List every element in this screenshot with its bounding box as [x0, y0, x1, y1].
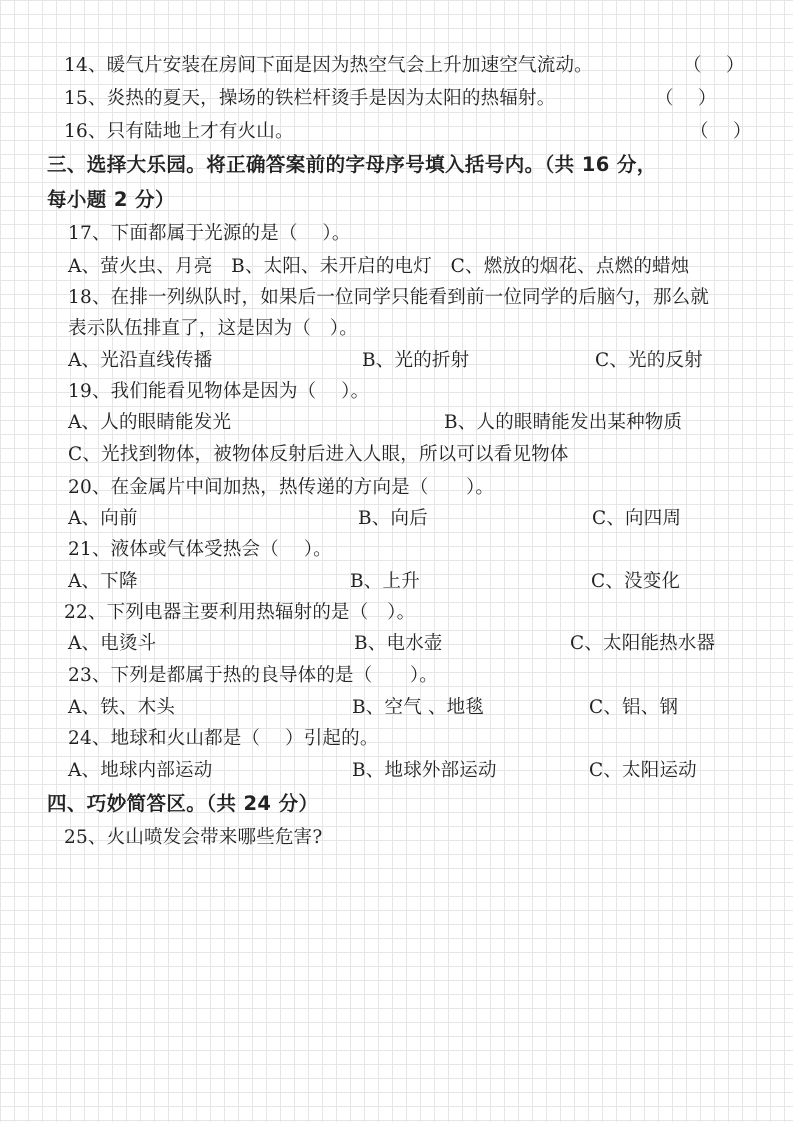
- question-22: 22、下列电器主要利用热辐射的是（ ）。: [64, 602, 416, 623]
- question-18-cont: 表示队伍排直了，这是因为（ ）。: [68, 318, 358, 339]
- question-14: 14、暖气片安装在房间下面是因为热空气会上升加速空气流动。: [64, 55, 593, 76]
- answer-paren-15[interactable]: （ ）: [655, 88, 717, 109]
- question-17-options: A、萤火虫、月亮 B、太阳、未开启的电灯 C、燃放的烟花、点燃的蜡烛: [68, 256, 690, 277]
- question-15: 15、炎热的夏天，操场的铁栏杆烫手是因为太阳的热辐射。: [64, 88, 556, 109]
- question-20: 20、在金属片中间加热，热传递的方向是（ ）。: [68, 477, 495, 498]
- question-19-option-b: B、人的眼睛能发出某种物质: [444, 412, 683, 433]
- question-21: 21、液体或气体受热会（ ）。: [68, 539, 332, 560]
- question-23: 23、下列是都属于热的良导体的是（ ）。: [68, 665, 438, 686]
- question-21-option-b: B、上升: [350, 571, 420, 592]
- question-22-option-b: B、电水壶: [354, 633, 443, 654]
- question-19-option-c: C、光找到物体，被物体反射后进入人眼，所以可以看见物体: [68, 444, 569, 465]
- question-20-option-b: B、向后: [358, 508, 428, 529]
- question-22-option-a: A、电烫斗: [68, 633, 157, 654]
- question-23-option-c: C、铝、钢: [589, 697, 679, 718]
- question-22-option-c: C、太阳能热水器: [570, 633, 716, 654]
- answer-area-25[interactable]: [47, 862, 747, 1102]
- question-21-option-c: C、没变化: [591, 571, 681, 592]
- section-4-title: 四、巧妙简答区。（共 24 分）: [47, 792, 319, 815]
- question-23-option-a: A、铁、木头: [68, 697, 176, 718]
- answer-paren-16[interactable]: （ ）: [690, 121, 752, 142]
- question-18-option-c: C、光的反射: [595, 350, 703, 371]
- question-20-option-a: A、向前: [68, 508, 138, 529]
- section-3-title-cont: 每小题 2 分）: [47, 188, 175, 211]
- question-25: 25、火山喷发会带来哪些危害?: [64, 827, 323, 848]
- question-16: 16、只有陆地上才有火山。: [64, 121, 294, 142]
- question-19-option-a: A、人的眼睛能发光: [68, 412, 232, 433]
- question-18-option-b: B、光的折射: [362, 350, 470, 371]
- question-21-option-a: A、下降: [68, 571, 138, 592]
- question-24-option-a: A、地球内部运动: [68, 760, 213, 781]
- answer-paren-14[interactable]: （ ）: [683, 55, 745, 76]
- question-20-option-c: C、向四周: [592, 508, 682, 529]
- question-24-option-b: B、地球外部运动: [352, 760, 497, 781]
- question-17: 17、下面都属于光源的是（ ）。: [68, 223, 351, 244]
- question-19: 19、我们能看见物体是因为（ ）。: [68, 381, 370, 402]
- question-24-option-c: C、太阳运动: [589, 760, 697, 781]
- question-18-option-a: A、光沿直线传播: [68, 350, 213, 371]
- question-23-option-b: B、空气 、地毯: [352, 697, 485, 718]
- section-3-title: 三、选择大乐园。将正确答案前的字母序号填入括号内。（共 16 分，: [47, 153, 657, 176]
- question-18: 18、在排一列纵队时，如果后一位同学只能看到前一位同学的后脑勺，那么就: [68, 287, 710, 308]
- question-24: 24、地球和火山都是（ ）引起的。: [68, 728, 379, 749]
